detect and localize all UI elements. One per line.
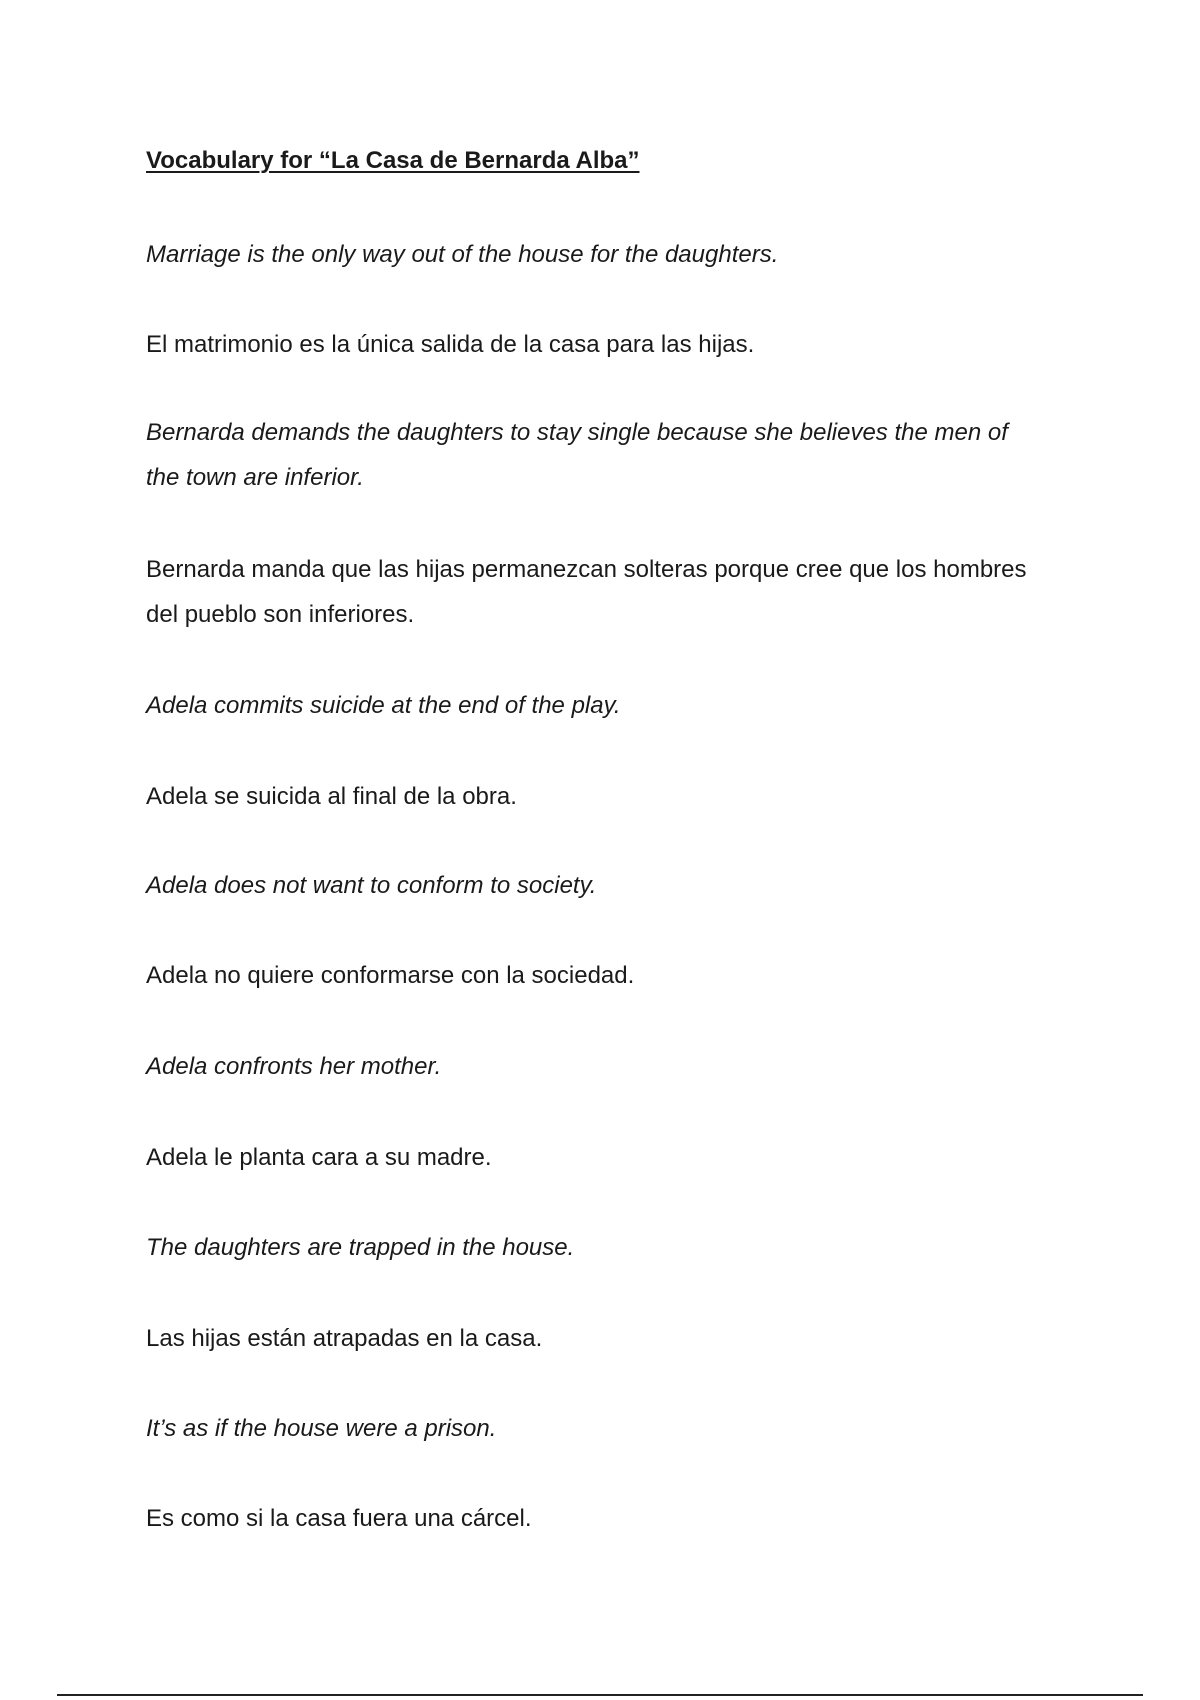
sentence-spanish-2: Bernarda manda que las hijas permanezcan solteras porque cree que los hombres del pueblo son inferiores. [146, 556, 1027, 628]
sentence-english-5: Adela confronts her mother. [146, 1053, 442, 1080]
sentence-english-3: Adela commits suicide at the end of the play. [146, 692, 621, 719]
page-divider [57, 1694, 1143, 1696]
sentence-spanish-3: Adela se suicida al final de la obra. [146, 783, 517, 810]
sentence-english-7: It’s as if the house were a prison. [146, 1415, 497, 1442]
sentence-english-1: Marriage is the only way out of the house for the daughters. [146, 241, 779, 268]
sentence-english-4: Adela does not want to conform to society. [146, 872, 597, 899]
document-title: Vocabulary for “La Casa de Bernarda Alba” [146, 147, 640, 174]
sentence-spanish-5: Adela le planta cara a su madre. [146, 1144, 492, 1171]
sentence-english-2: Bernarda demands the daughters to stay single because she believes the men of the town are inferior. [146, 419, 1008, 491]
sentence-spanish-1: El matrimonio es la única salida de la casa para las hijas. [146, 331, 755, 358]
sentence-spanish-4: Adela no quiere conformarse con la sociedad. [146, 962, 635, 989]
sentence-english-6: The daughters are trapped in the house. [146, 1234, 575, 1261]
sentence-spanish-6: Las hijas están atrapadas en la casa. [146, 1325, 543, 1352]
sentence-spanish-7: Es como si la casa fuera una cárcel. [146, 1505, 532, 1532]
